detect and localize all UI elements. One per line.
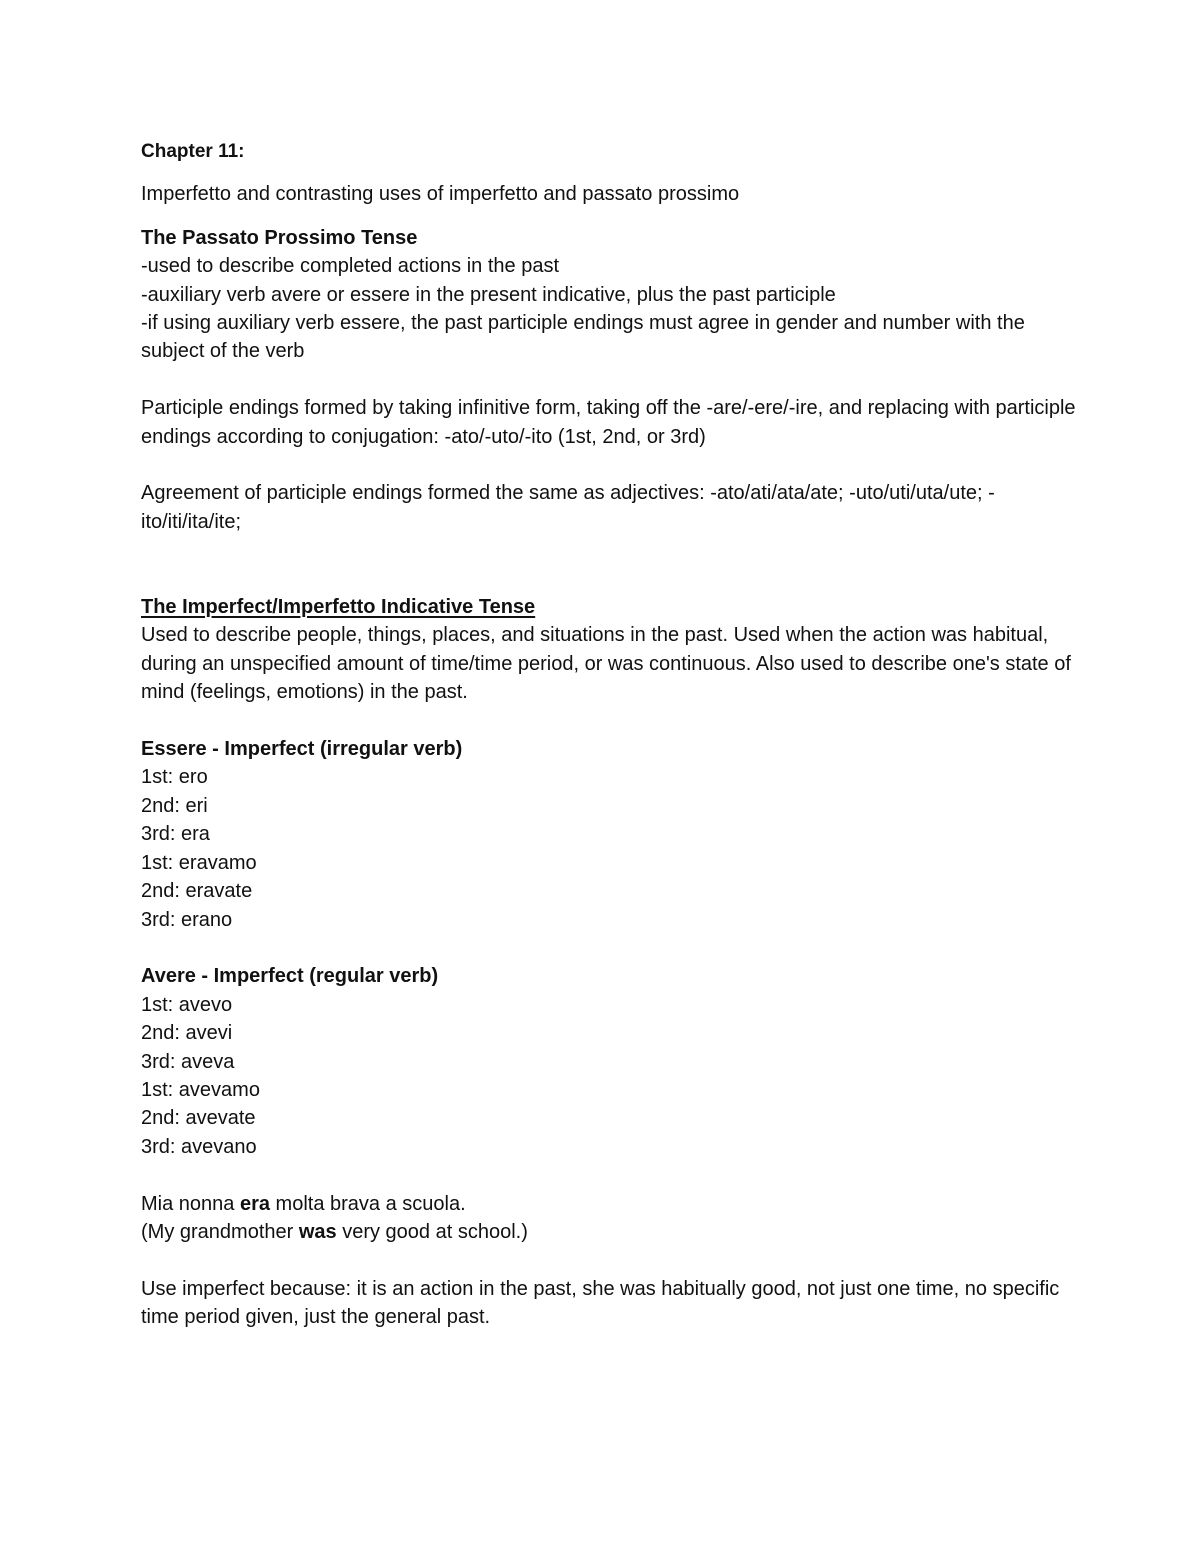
explanation-paragraph: Use imperfect because: it is an action in the past, she was habitually good, not just one time, no specific time period given, just the general past. — [141, 1277, 1060, 1329]
imperfetto-description: Used to describe people, things, places, and situations in the past. Used when the action was habitual, during an unspecified amount of time/time period, or was continuous. Also used to describe one's state of mind (feelings, emotions) in the past. — [141, 624, 1071, 704]
example-english-verb: was — [298, 1220, 337, 1243]
passato-bullet: -if using auxiliary verb essere, the past participle endings must agree in gender and number with the subject of the verb — [141, 312, 1025, 363]
avere-form: 1st: avevo — [141, 993, 233, 1016]
example-english-after: very good at school.) — [336, 1220, 528, 1243]
example-italian-after: molta brava a scuola. — [270, 1192, 466, 1215]
essere-form: 2nd: eravate — [141, 880, 253, 903]
essere-heading: Essere - Imperfect (irregular verb) — [141, 738, 463, 761]
avere-form: 1st: avevamo — [141, 1078, 260, 1101]
avere-form: 2nd: avevate — [141, 1107, 256, 1130]
example-italian-verb: era — [239, 1192, 270, 1215]
imperfetto-heading: The Imperfect/Imperfetto Indicative Tense — [141, 596, 536, 619]
chapter-title: Chapter 11: — [141, 141, 245, 162]
essere-form: 2nd: eri — [141, 794, 208, 817]
example-english-before: (My grandmother — [141, 1220, 299, 1243]
avere-heading: Avere - Imperfect (regular verb) — [141, 965, 439, 988]
passato-bullet: -used to describe completed actions in the past — [141, 255, 560, 278]
avere-form: 3rd: avevano — [141, 1135, 257, 1158]
passato-heading: The Passato Prossimo Tense — [141, 226, 418, 249]
agreement-paragraph: Agreement of participle endings formed the same as adjectives: -ato/ati/ata/ate; -uto/uti/uta/ute; -ito/iti/ita/ite; — [141, 482, 995, 533]
example-english — [141, 1218, 1081, 1246]
participle-paragraph: Participle endings formed by taking infinitive form, taking off the -are/-ere/-ire, and replacing with participle endings according to conjugation: -ato/-uto/-ito (1st, 2nd, or 3rd) — [141, 397, 1076, 448]
passato-bullet: -auxiliary verb avere or essere in the present indicative, plus the past participle — [141, 283, 836, 306]
avere-form: 3rd: aveva — [141, 1050, 235, 1073]
avere-form: 2nd: avevi — [141, 1022, 233, 1045]
essere-form: 1st: eravamo — [141, 851, 257, 874]
essere-form: 3rd: erano — [141, 908, 233, 931]
document-page — [141, 138, 1081, 1332]
example-italian — [141, 1190, 1081, 1218]
essere-form: 1st: ero — [141, 766, 208, 789]
essere-form: 3rd: era — [141, 823, 210, 846]
chapter-subtitle: Imperfetto and contrasting uses of imperfetto and passato prossimo — [141, 183, 740, 206]
example-italian-before: Mia nonna — [141, 1192, 240, 1215]
